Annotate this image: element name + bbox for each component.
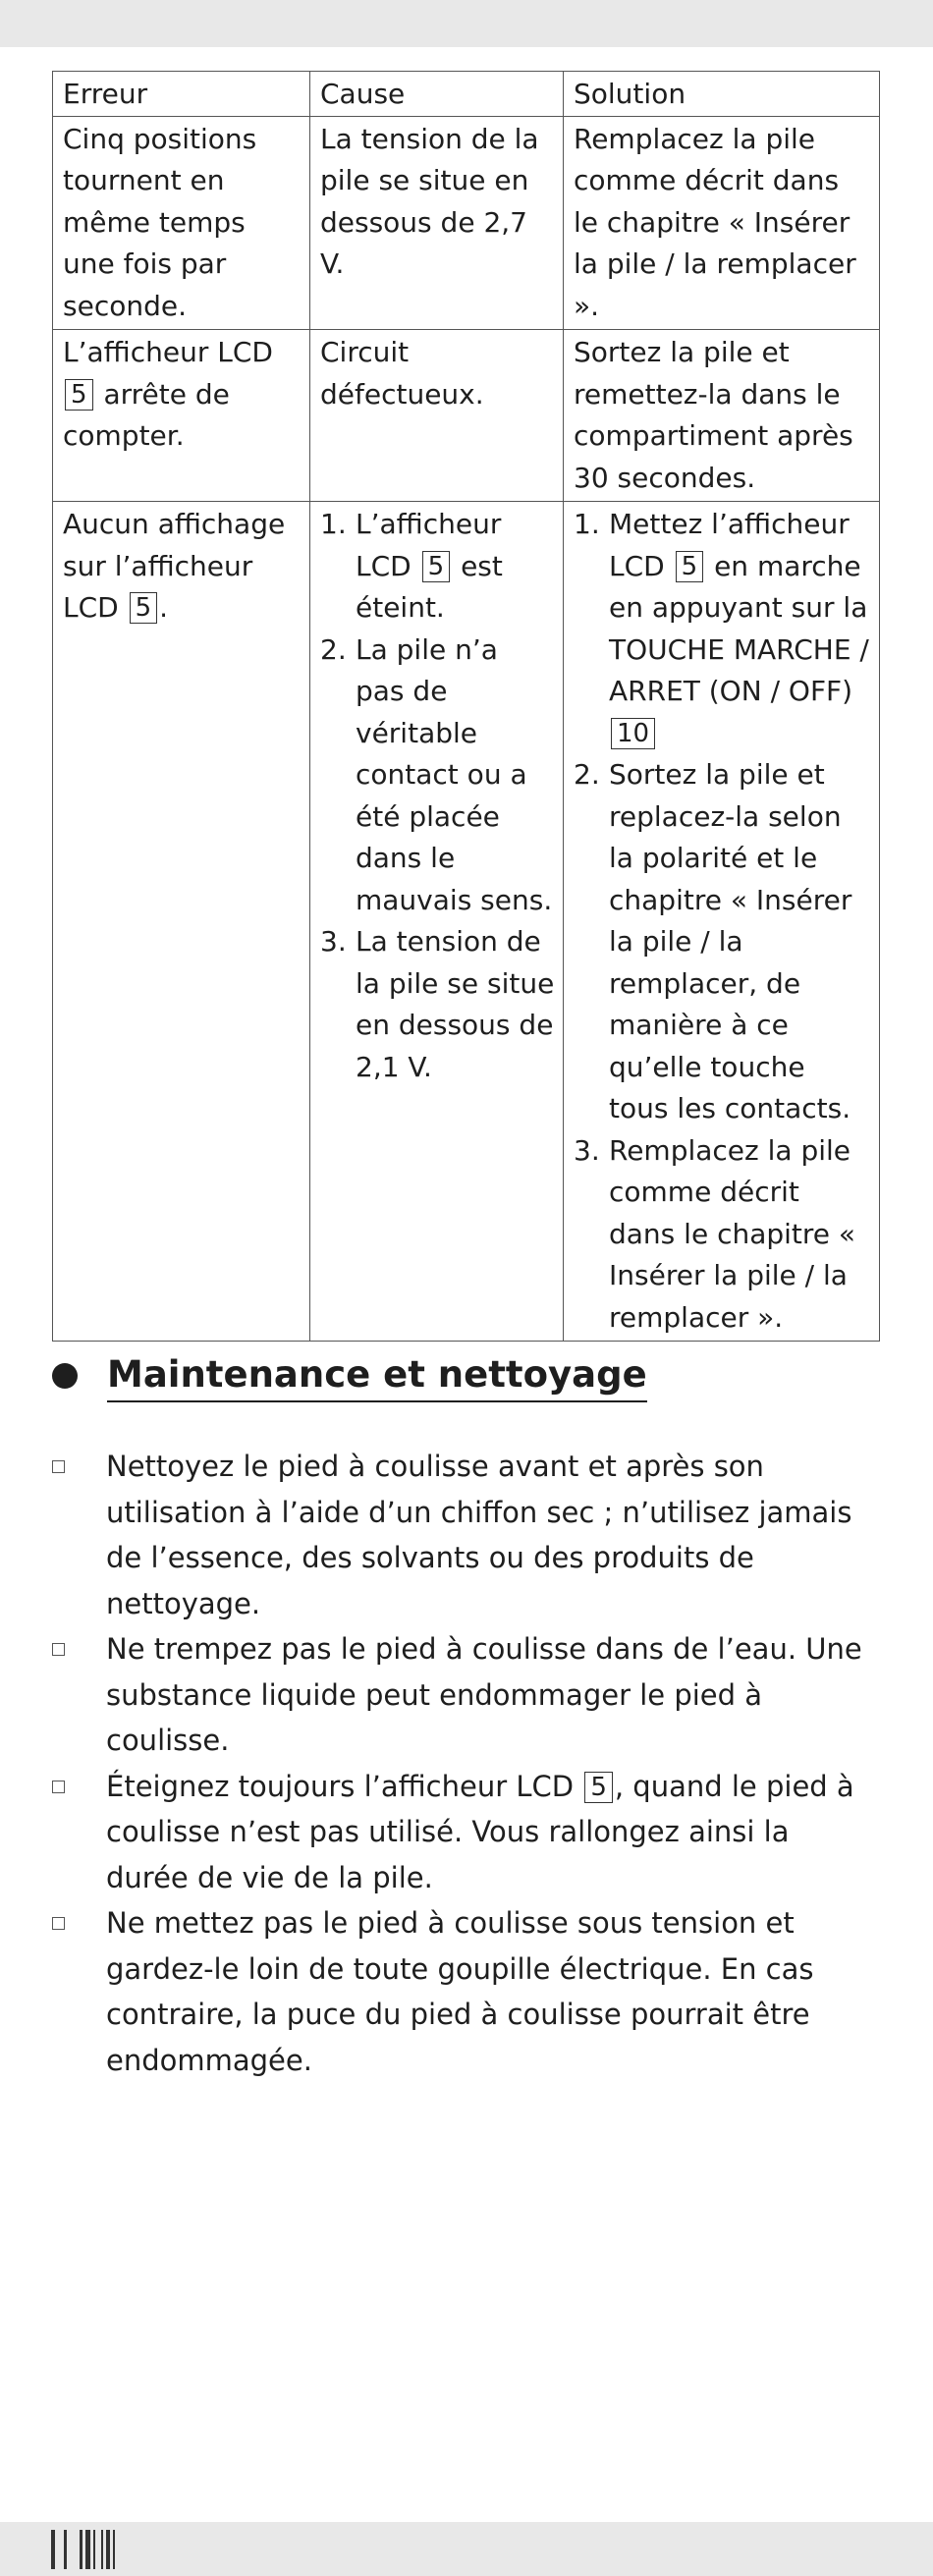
checkbox-square-icon xyxy=(52,1781,65,1793)
table-header-row xyxy=(53,72,880,117)
row2-error: L’afficheur LCD 5 arrête de compter. xyxy=(53,330,310,502)
bottom-margin-bar xyxy=(0,2522,933,2576)
list-item: 2. La pile n’a pas de véritable contact ou a été placée dans le mauvais sens. xyxy=(320,632,553,916)
header-solution: Solution xyxy=(564,72,880,117)
section-heading xyxy=(52,1349,647,1402)
on-off-key-ref-box: 10 xyxy=(611,718,655,749)
list-item: Éteignez toujours l’afficheur LCD 5 , quand le pied à coulisse n’est pas utilisé. Vous rallongez ainsi la durée de vie de la pile. xyxy=(52,1764,879,1901)
barcode-icon xyxy=(51,2530,115,2569)
list-item: 1. L’afficheur LCD 5 est éteint. xyxy=(320,508,503,624)
row3-error: Aucun affichage sur l’afficheur LCD 5 . xyxy=(53,502,310,1342)
table-row xyxy=(53,116,880,330)
maintenance-list xyxy=(52,1444,879,2083)
header-cause: Cause xyxy=(310,72,564,117)
list-item: Ne mettez pas le pied à coulisse sous tension et gardez-le loin de toute goupille électrique. En cas contraire, la puce du pied à coulisse pourrait être endommagée. xyxy=(52,1900,879,2083)
checkbox-square-icon xyxy=(52,1460,65,1473)
lcd-ref-box: 5 xyxy=(422,551,451,582)
list-item: 3. Remplacez la pile comme décrit dans le chapitre « Insérer la pile / la remplacer ». xyxy=(574,1133,856,1334)
bullet-dot-icon xyxy=(52,1363,78,1389)
row1-solution: Remplacez la pile comme décrit dans le chapitre « Insérer la pile / la remplacer ». xyxy=(564,116,880,330)
list-item: 1. Mettez l’afficheur LCD 5 en marche en appuyant sur la TOUCHE MARCHE / ARRET (ON / OFF) 10 xyxy=(574,508,869,748)
list-item: 3. La tension de la pile se situe en dessous de 2,1 V. xyxy=(320,925,555,1083)
checkbox-square-icon xyxy=(52,1643,65,1656)
table-row xyxy=(53,502,880,1342)
lcd-ref-box: 5 xyxy=(130,592,158,624)
list-item: Nettoyez le pied à coulisse avant et après son utilisation à l’aide d’un chiffon sec ; n’utilisez jamais de l’essence, des solvants ou des produits de nettoyage. xyxy=(52,1444,879,1626)
row3-solutions xyxy=(564,502,880,1342)
row1-error: Cinq positions tournent en même temps une fois par seconde. xyxy=(53,116,310,330)
lcd-ref-box: 5 xyxy=(584,1772,613,1803)
header-error: Erreur xyxy=(53,72,310,117)
troubleshooting-table xyxy=(52,71,880,1342)
row2-cause: Circuit défectueux. xyxy=(310,330,564,502)
list-item: 2. Sortez la pile et replacez-la selon la polarité et le chapitre « Insérer la pile / la remplacer, de manière à ce qu’elle touche tous les contacts. xyxy=(574,758,852,1124)
section-title: Maintenance et nettoyage xyxy=(107,1349,647,1402)
lcd-ref-box: 5 xyxy=(676,551,704,582)
lcd-ref-box: 5 xyxy=(65,379,93,411)
checkbox-square-icon xyxy=(52,1917,65,1930)
list-item: Ne trempez pas le pied à coulisse dans de l’eau. Une substance liquide peut endommager le pied à coulisse. xyxy=(52,1626,879,1764)
row1-cause: La tension de la pile se situe en dessous de 2,7 V. xyxy=(310,116,564,330)
row3-causes xyxy=(310,502,564,1342)
row2-solution: Sortez la pile et remettez-la dans le compartiment après 30 secondes. xyxy=(564,330,880,502)
table-row xyxy=(53,330,880,502)
top-margin-bar xyxy=(0,0,933,47)
